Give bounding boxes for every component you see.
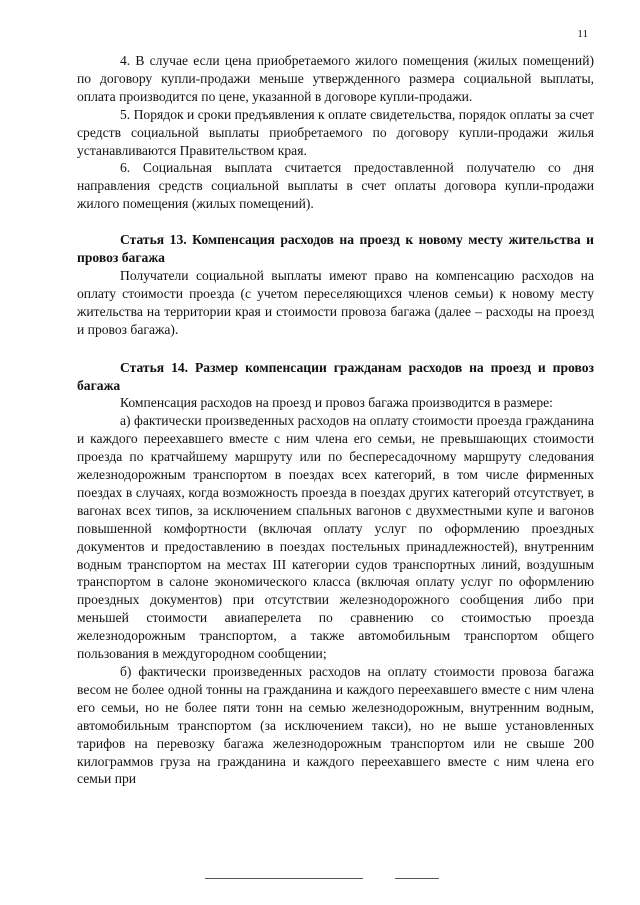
page-number: 11: [577, 28, 588, 40]
article-14-heading: Статья 14. Размер компенсации гражданам расходов на проезд и провоз багажа: [77, 359, 594, 393]
article-13-heading: Статья 13. Компенсация расходов на проезд к новому месту жительства и провоз багажа: [77, 232, 594, 266]
article-14-item-a: а) фактически произведенных расходов на оплату стоимости проезда гражданина и каждого переехавшего вместе с ним члена его семьи, не превышающих стоимости проезда по кратчайшему маршруту или по беспересадочному маршруту следования железнодорожным транспортом в поездах всех категорий, в том числе фирменных поездах в случаях, когда возможность проезда в поездах других категорий отсутствует, в вагонах всех типов, за исключением спальных вагонов с двухместными купе и вагонов повышенной комфортности (включая оплату услуг по оформлению проездных документов и предоставлению в поездах постельных принадлежностей), внутренним водным транспортом на местах III категории судов транспортных линий, воздушным транспортом в салоне экономического класса (включая оплату услуг по оформлению проездных документов) при отсутствии железнодорожного сообщения либо при меньшей стоимости авиаперелета по сравнению со стоимостью проезда железнодорожным транспортом, а также автомобильным транспортом общего пользования в междугородном сообщении;: [77, 413, 594, 662]
article-14-item-b: б) фактически произведенных расходов на оплату стоимости провоза багажа весом не более одной тонны на гражданина и каждого переехавшего вместе с ним члена его семьи, но не более пяти тонн на семью железнодорожным, внутренним водным, автомобильным транспортом (за исключением такси), но не выше установленных тарифов на перевозку багажа железнодорожным транспортом или не свыше 200 килограммов груза на гражданина и каждого переехавшего вместе с ним члена его семьи при: [77, 664, 594, 787]
paragraph-4: 4. В случае если цена приобретаемого жилого помещения (жилых помещений) по договору купли-продажи меньше утвержденного размера социальной выплаты, оплата производится по цене, указанной в договоре купли-продажи.: [77, 53, 594, 104]
paragraph-5: 5. Порядок и сроки предъявления к оплате свидетельства, порядок оплаты за счет средств социальной выплаты приобретаемого по договору купли-продажи жилья устанавливаются Правительством края.: [77, 106, 594, 158]
article-13-text: Получатели социальной выплаты имеют право на компенсацию расходов на оплату стоимости проезда (с учетом переселяющихся членов семьи) к новому месту жительства на территории края и стоимости провоза багажа (далее – расходы на проезд и провоз багажа).: [77, 267, 594, 337]
article-14-intro: Компенсация расходов на проезд и провоз багажа производится в размере:: [120, 395, 553, 411]
document-body: [77, 52, 594, 788]
paragraph-6: 6. Социальная выплата считается предоставленной получателю со дня направления средств социальной выплаты в счет оплаты договора купли-продажи жилого помещения (жилых помещений).: [77, 160, 594, 212]
footer-divider: [205, 878, 363, 879]
footer-divider-short: [395, 878, 439, 879]
